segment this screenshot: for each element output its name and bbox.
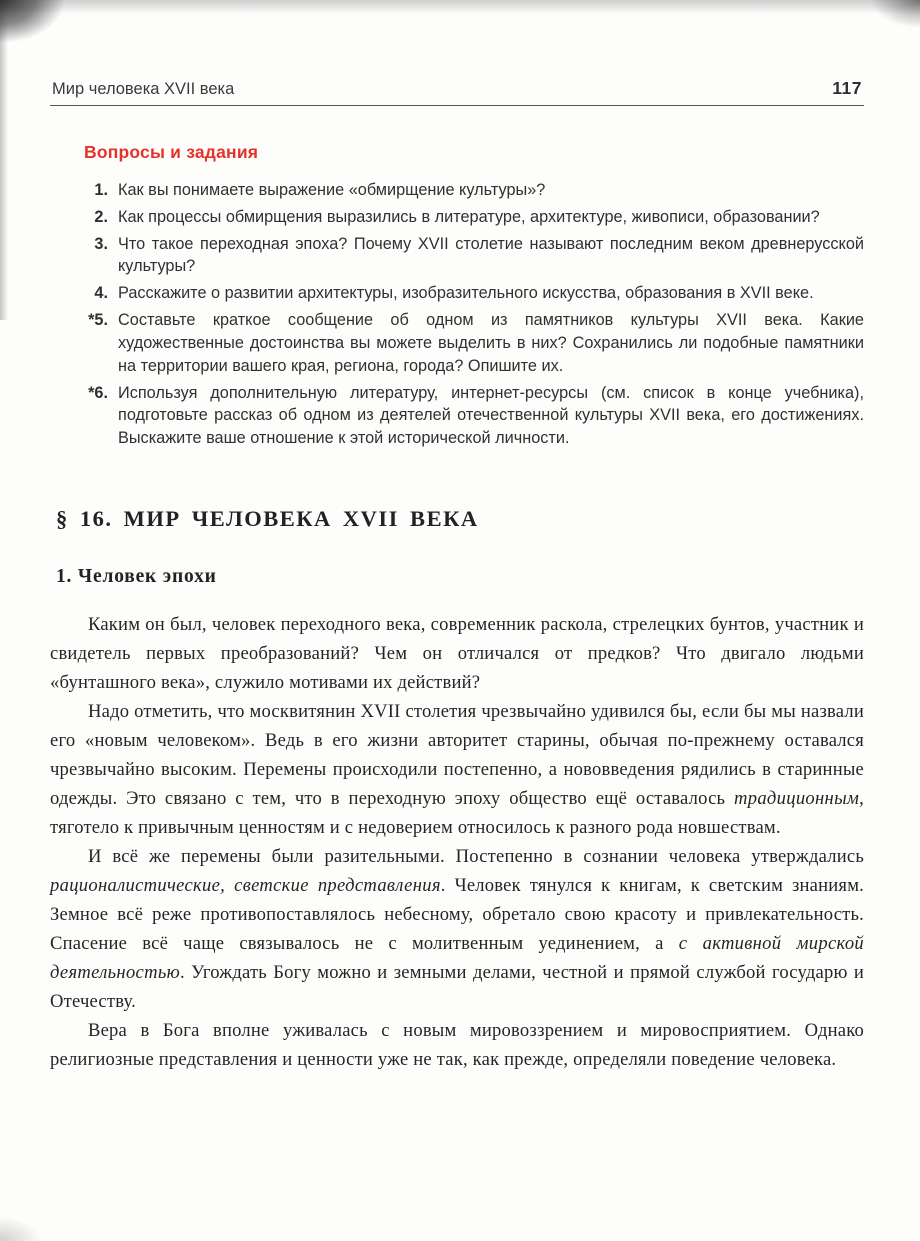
question-number: 4. [94,284,108,303]
question-text: Что такое переходная эпоха? Почему XVII столетие называют последним веком древнерусской культуры? [118,234,864,276]
paragraph: Вера в Бога вполне уживалась с новым мировоззрением и мировосприятием. Однако религиозные представления и ценности уже не так, как прежде, определяли поведение человека. [50,1019,864,1070]
running-title: Мир человека XVII века [52,80,235,98]
question-text: Используя дополнительную литературу, интернет-ресурсы (см. список в конце учебника), подготовьте рассказ об одном из деятелей отечественной культуры XVII века, его достижениях. Выскажите ваше отношение к этой исторической личности. [118,383,864,448]
question-item [80,309,864,377]
question-text: Расскажите о развитии архитектуры, изобразительного искусства, образования в XVII веке. [118,284,814,303]
question-item [80,206,864,229]
scan-artifact-corner-bottom-left [0,1201,60,1241]
header-rule [50,105,864,106]
question-number: *6. [88,383,108,402]
questions-section [80,142,864,450]
running-head [50,78,864,105]
paragraph: И всё же перемены были разительными. Постепенно в сознании человека утверждались рационалистические, светские представления. Человек тянулся к книгам, к светским знаниям. Земное всё реже противопоставлялось небесному, обретало свою красоту и привлекательность. Спасение всё чаще связывалось не с молитвенным уединением, а с активной мирской деятельностью. Угождать Богу можно и земными делами, честной и прямой службой государю и Отечеству. [50,845,865,1012]
section-heading: § 16. МИР ЧЕЛОВЕКА XVII ВЕКА [56,505,479,531]
question-text: Составьте краткое сообщение об одном из памятников культуры XVII века. Какие художественные достоинства вы можете выделить в них? Сохранились ли подобные памятники на территории вашего края, региона, города? Опишите их. [118,311,864,375]
questions-title: Вопросы и задания [84,142,259,162]
paragraph: Каким он был, человек переходного века, современник раскола, стрелецких бунтов, участник и свидетель первых преобразований? Чем он отличался от предков? Что двигало людьми «бунташного века», служило мотивами их действий? [50,613,864,693]
question-number: 1. [94,181,108,199]
page-number: 117 [832,78,862,98]
question-item [80,382,864,450]
question-number: *5. [88,311,108,330]
question-text: Как вы понимаете выражение «обмирщение культуры»? [118,181,546,199]
subsection-heading: 1. Человек эпохи [56,565,217,587]
question-item [80,282,864,305]
paragraph: Надо отметить, что москвитянин XVII столетия чрезвычайно удивился бы, если бы мы назвали его «новым человеком». Ведь в его жизни авторитет старины, обычая по-прежнему оставался чрезвычайно высоким. Перемены происходили постепенно, а нововведения рядились в старинные одежды. Это связано с тем, что в переходную эпоху общество ещё оставалось традиционным, тяготело к привычным ценностям и с недоверием относилось к разного рода новшествам. [50,700,864,838]
question-item [80,233,864,279]
question-number: 3. [94,234,108,253]
questions-list [80,179,864,450]
body-text [50,610,864,1074]
question-text: Как процессы обмирщения выразились в литературе, архитектуре, живописи, образовании? [118,207,820,226]
question-item [80,179,864,202]
question-number: 2. [94,207,108,226]
